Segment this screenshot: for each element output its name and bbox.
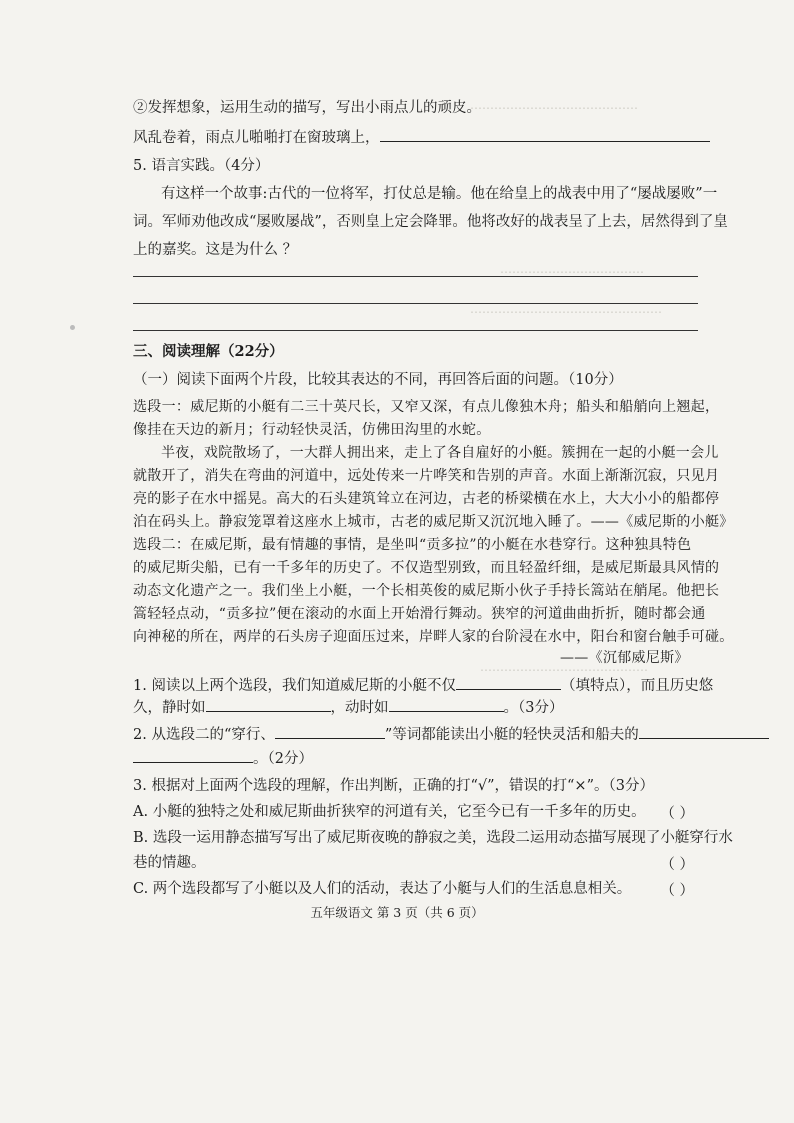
answer-line[interactable] bbox=[133, 330, 698, 331]
question-text: 1. 阅读以上两个选段，我们知道威尼斯的小艇不仅 bbox=[133, 678, 456, 694]
story-line: 有这样一个故事:古代的一位将军，打仗总是输。他在给皇上的战表中用了“屡战屡败”一 bbox=[161, 186, 718, 202]
question-title: 3. 根据对上面两个选段的理解，作出判断，正确的打“√”，错误的打“×”。（3分） bbox=[133, 778, 654, 794]
question-text: 久，静时如 bbox=[133, 700, 206, 716]
page-footer: 五年级语文 第 3 页（共 6 页） bbox=[310, 905, 484, 920]
question-line bbox=[133, 724, 703, 745]
judge-item: B. 选段一运用静态描写写出了威尼斯夜晚的静寂之美，选段二运用动态描写展现了小艇穿行水 bbox=[133, 830, 733, 846]
bleed-through-text: ………………………………………… bbox=[470, 302, 662, 316]
answer-line[interactable] bbox=[133, 303, 698, 304]
question-line bbox=[133, 748, 703, 769]
judge-item: 巷的情趣。 bbox=[133, 855, 206, 871]
part-instruction: （一）阅读下面两个片段，比较其表达的不同，再回答后面的问题。（10分） bbox=[133, 372, 623, 388]
passage-line: 半夜，戏院散场了，一大群人拥出来，走上了各自雇好的小艇。簇拥在一起的小艇一会儿 bbox=[161, 445, 719, 461]
punch-hole-mark bbox=[70, 325, 75, 330]
answer-line[interactable] bbox=[133, 276, 698, 277]
passage-source: ——《沉郁威尼斯》 bbox=[560, 650, 689, 666]
passage-line: 亮的影子在水中摇晃。高大的石头建筑耸立在河边，古老的桥梁横在水上，大大小小的船都停 bbox=[133, 491, 720, 507]
question-title: 5. 语言实践。（4分） bbox=[133, 158, 270, 174]
answer-blank[interactable] bbox=[639, 724, 769, 739]
bleed-through-text: ……………………………… bbox=[500, 262, 644, 276]
question-line bbox=[133, 675, 714, 696]
passage-line: 泊在码头上。静寂笼罩着这座水上城市，古老的威尼斯又沉沉地入睡了。——《威尼斯的小艇》 bbox=[133, 514, 734, 530]
question-prompt: ②发挥想象，运用生动的描写，写出小雨点儿的顽皮。 bbox=[133, 100, 481, 116]
answer-blank[interactable] bbox=[275, 724, 385, 739]
fill-in-line bbox=[133, 127, 703, 148]
question-text: 。（2分） bbox=[253, 751, 313, 767]
judge-item: C. 两个选段都写了小艇以及人们的活动，表达了小艇与人们的生活息息相关。 bbox=[133, 881, 632, 897]
question-text: ”等词都能读出小艇的轻快灵活和船夫的 bbox=[384, 727, 639, 743]
answer-blank[interactable] bbox=[389, 697, 504, 712]
judge-answer-box[interactable]: （ ） bbox=[660, 806, 694, 822]
story-line: 上的嘉奖。这是为什么 ？ bbox=[133, 242, 298, 258]
passage-line: 的威尼斯尖船，已有一千多年的历史了。不仅造型别致，而且轻盈纤细，是威尼斯最具风情的 bbox=[133, 560, 720, 576]
judge-item: A. 小艇的独特之处和威尼斯曲折狭窄的河道有关，它至今已有一千多年的历史。 bbox=[133, 804, 646, 820]
passage-line: 篙轻轻点动，“贡多拉”便在滚动的水面上开始滑行舞动。狭窄的河道曲曲折折，随时都会通 bbox=[133, 606, 706, 622]
passage-line: 像挂在天边的新月；行动轻快灵活，仿佛田沟里的水蛇。 bbox=[133, 422, 491, 438]
judge-answer-box[interactable]: （ ） bbox=[660, 857, 694, 873]
question-text: （填特点），而且历史悠 bbox=[560, 678, 714, 694]
passage-line: 选段一：威尼斯的小艇有二三十英尺长，又窄又深，有点儿像独木舟；船头和船艄向上翘起， bbox=[133, 399, 720, 415]
section-title: 三、阅读理解（22分） bbox=[133, 343, 284, 360]
passage-line: 就散开了，消失在弯曲的河道中，远处传来一片哗笑和告别的声音。水面上渐渐沉寂，只见月 bbox=[133, 468, 720, 484]
question-text: ，动时如 bbox=[330, 700, 389, 716]
passage-line: 向神秘的所在，两岸的石头房子迎面压过来，岸畔人家的台阶浸在水中，阳台和窗台触手可碰。 bbox=[133, 629, 734, 645]
story-line: 词。军师劝他改成“屡败屡战”，否则皇上定会降罪。他将改好的战表呈了上去，居然得到了皇 bbox=[133, 214, 728, 230]
answer-blank[interactable] bbox=[380, 127, 710, 142]
bleed-through-text: …………………………………… bbox=[480, 660, 648, 674]
answer-blank[interactable] bbox=[206, 697, 331, 712]
bleed-through-text: …………………………………… bbox=[470, 98, 638, 112]
question-line bbox=[133, 697, 703, 718]
passage-line: 选段二：在威尼斯，最有情趣的事情，是坐叫“贡多拉”的小艇在水巷穿行。这种独具特色 bbox=[133, 537, 692, 553]
judge-answer-box[interactable]: （ ） bbox=[660, 883, 694, 899]
passage-line: 动态文化遗产之一。我们坐上小艇，一个长相英俊的威尼斯小伙子手持长篙站在艄尾。他把长 bbox=[133, 583, 720, 599]
sentence-lead: 风乱卷着，雨点儿啪啪打在窗玻璃上， bbox=[133, 130, 380, 146]
answer-blank[interactable] bbox=[456, 675, 561, 690]
answer-blank[interactable] bbox=[133, 748, 253, 763]
question-text: 2. 从选段二的“穿行、 bbox=[133, 727, 275, 743]
question-text: 。（3分） bbox=[503, 700, 564, 716]
